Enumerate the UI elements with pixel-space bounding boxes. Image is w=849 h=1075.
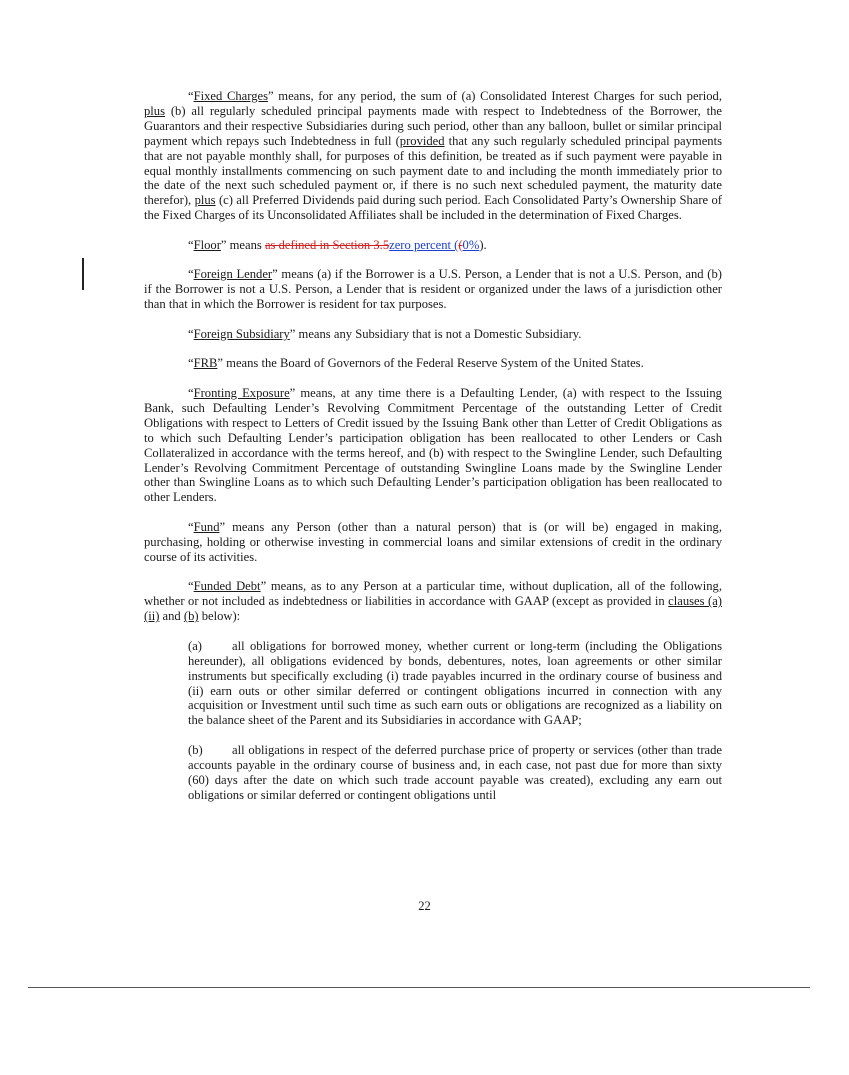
cross-reference: clauses (a)(ii) xyxy=(144,594,723,624)
footer-divider xyxy=(28,987,810,988)
definition-fronting-exposure: “Fronting Exposure” means, at any time there is a Defaulting Lender, (a) with respect to the Issuing Bank, such Defaulting Lender’s Revolving Commitment Percentage of the outstanding Letter of Credit Obligations with respect to Letters of Credit issued by the Issuing Bank other than Letter of Credit Obligations as to which such Defaulting Lender’s participation obligation has been reallocated to other Lenders or Cash Collateralized in accordance with the terms hereof, and (b) with respect to the Swingline Lender, such Defaulting Lender’s Revolving Commitment Percentage of outstanding Swingline Loans made by the Swingline Lender other than Swingline Loans as to which such Defaulting Lender’s participation obligation has been reallocated to other Lenders. xyxy=(144,386,722,505)
funded-debt-clause-b: (b) all obligations in respect of the deferred purchase price of property or services (other than trade accounts payable in the ordinary course of business and, in each case, not past due for more than sixty (60) days after the date on which such trade account payable was created), excluding any earn out obligations or similar deferred or contingent obligations until xyxy=(188,742,722,802)
defined-term: Fixed Charges xyxy=(193,89,269,103)
deleted-text: ( xyxy=(458,237,463,252)
cross-reference: (b) xyxy=(183,609,199,624)
defined-term: Funded Debt xyxy=(193,579,261,594)
page-number: 22 xyxy=(418,899,431,913)
definition-floor: “Floor” means as defined in Section 3.5zero percent ((0%). xyxy=(188,237,487,252)
open-quote: “ xyxy=(188,89,194,103)
inserted-text: 0% xyxy=(462,237,480,252)
defined-term: FRB xyxy=(193,356,218,371)
revision-change-bar xyxy=(82,258,84,290)
defined-term: Fund xyxy=(193,519,220,534)
inserted-text: zero percent ( xyxy=(389,237,459,252)
defined-term: Floor xyxy=(193,237,221,252)
definition-foreign-lender: “Foreign Lender” means (a) if the Borrower is a U.S. Person, a Lender that is not a U.S. Person, and (b) if the Borrower is not a U.S. Person, a Lender that is resident or organized under the laws of a jurisdiction other than that in which the Borrower is resident for tax purposes. xyxy=(144,267,722,312)
defined-term: Foreign Subsidiary xyxy=(193,326,290,341)
clause-label: (a) xyxy=(188,638,202,653)
funded-debt-clause-a: (a) all obligations for borrowed money, whether current or long-term (including the Obligations hereunder), all obligations evidenced by bonds, debentures, notes, loan agreements or other similar instruments but specifically excluding (i) trade payables incurred in the ordinary course of business and (ii) earn outs or other similar deferred or contingent obligations incurred in connection with any acquisition or Investment until such time as such earn outs or obligations are recognized as a liability on the balance sheet of the Parent and its Subsidiaries in accordance with GAAP; xyxy=(188,638,722,728)
clause-label: (b) xyxy=(188,742,203,757)
deleted-text: Section 3.5 xyxy=(332,237,390,252)
defined-term: Fronting Exposure xyxy=(193,386,290,401)
definition-foreign-subsidiary: “Foreign Subsidiary” means any Subsidiary that is not a Domestic Subsidiary. xyxy=(188,326,582,341)
definition-fund: “Fund” means any Person (other than a natural person) that is (or will be) engaged in making, purchasing, holding or otherwise investing in commercial loans and similar extensions of credit in the ordinary course of its activities. xyxy=(144,519,722,564)
definition-funded-debt: “Funded Debt” means, as to any Person at a particular time, without duplication, all of the following, whether or not included as indebtedness or liabilities in accordance with GAAP (except as provided in clauses (a)(ii) and (b) below): xyxy=(144,579,723,624)
definition-frb: “FRB” means the Board of Governors of the Federal Reserve System of the United States. xyxy=(188,356,644,371)
definition-fixed-charges: “Fixed Charges” means, for any period, the sum of (a) Consolidated Interest Charges for such period, plus (b) all regularly scheduled principal payments made with respect to Indebtedness of the Borrower, the Guarantors and their respective Subsidiaries during such period, other than any balloon, bullet or similar principal payment which repays such Indebtedness in full (provided that any such regularly scheduled principal payments that are not payable monthly shall, for purposes of this definition, be treated as if such payment were payable in equal monthly installments commencing on such payment date to and including the month immediately prior to the date of the next such scheduled payment or, if there is no such next scheduled payment, the maturity date therefor), plus (c) all Preferred Dividends paid during such period. Each Consolidated Party’s Ownership Share of the Fixed Charges of its Unconsolidated Affiliates shall be included in the determination of Fixed Charges. xyxy=(144,89,722,223)
defined-term: Foreign Lender xyxy=(193,267,273,282)
deleted-text: as defined in xyxy=(264,237,333,252)
definitions-body xyxy=(144,89,722,817)
